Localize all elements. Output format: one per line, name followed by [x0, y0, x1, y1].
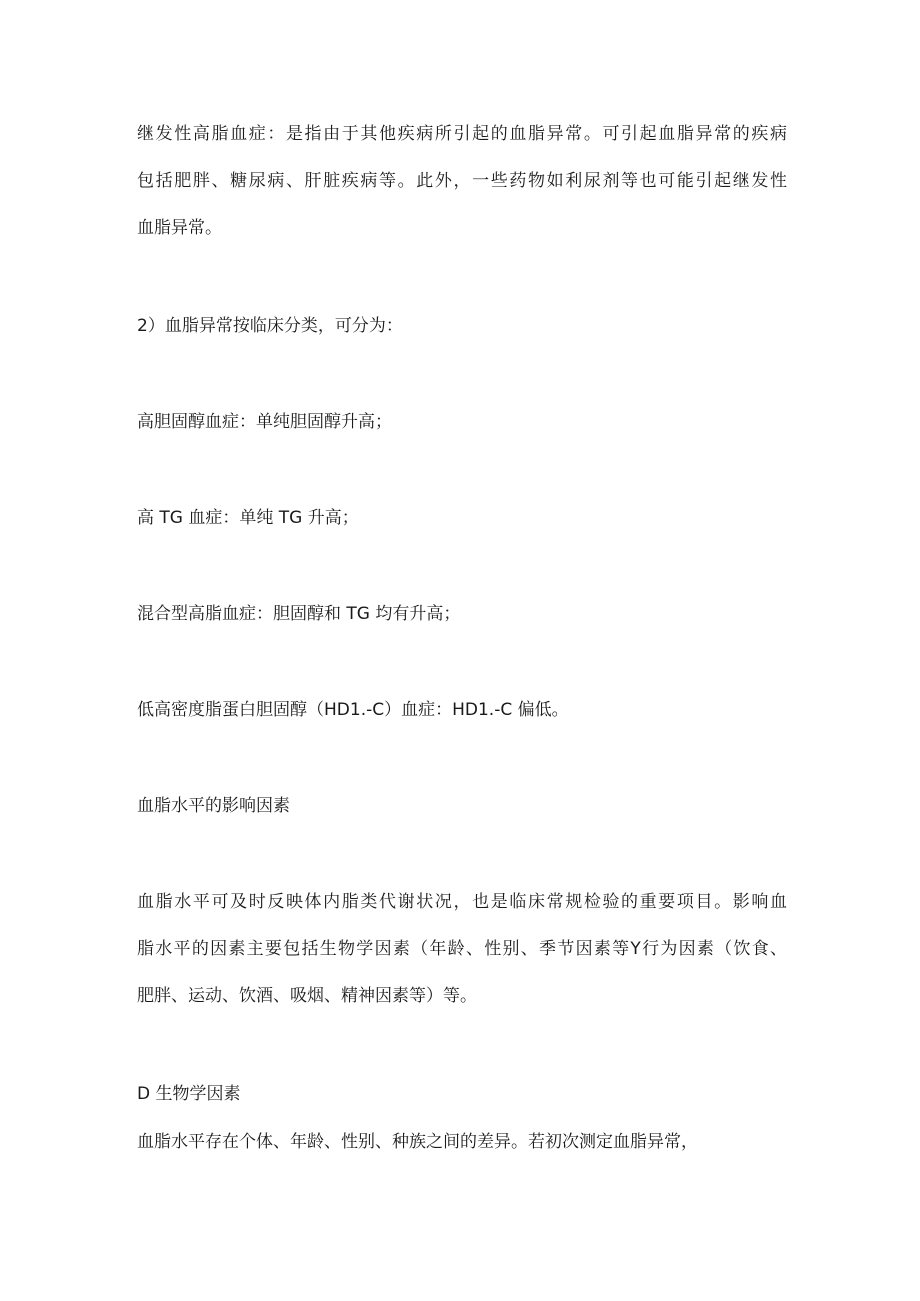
paragraph-line: 脂水平的因素主要包括生物学因素（年龄、性别、季节因素等Y行为因素（饮食、	[137, 939, 787, 959]
biological-factors-heading: D 生物学因素	[137, 1084, 241, 1104]
classification-item-hypertriglyceridemia: 高 TG 血症：单纯 TG 升高；	[137, 508, 359, 528]
clinical-classification-heading: 2）血脂异常按临床分类，可分为：	[137, 316, 403, 336]
paragraph-line: 包括肥胖、糖尿病、肝脏疾病等。此外，一些药物如利尿剂等也可能引起继发性	[137, 171, 787, 191]
secondary-hyperlipidemia-paragraph	[137, 122, 787, 240]
biological-factors-paragraph: 血脂水平存在个体、年龄、性别、种族之间的差异。若初次测定血脂异常，	[137, 1132, 698, 1152]
paragraph-line: 肥胖、运动、饮酒、吸烟、精神因素等）等。	[137, 986, 477, 1006]
paragraph-line: 血脂水平可及时反映体内脂类代谢状况，也是临床常规检验的重要项目。影响血	[137, 892, 787, 912]
classification-item-hypercholesterolemia: 高胆固醇血症：单纯胆固醇升高；	[137, 412, 392, 432]
influencing-factors-heading: 血脂水平的影响因素	[137, 796, 290, 816]
paragraph-line: 继发性高脂血症：是指由于其他疾病所引起的血脂异常。可引起血脂异常的疾病	[137, 124, 787, 144]
paragraph-line: 血脂异常。	[137, 218, 222, 238]
classification-item-low-hdl: 低高密度脂蛋白胆固醇（HD1.-C）血症：HD1.-C 偏低。	[137, 700, 569, 720]
classification-item-mixed-hyperlipidemia: 混合型高脂血症：胆固醇和 TG 均有升高；	[137, 604, 461, 624]
influencing-factors-paragraph	[137, 890, 787, 1008]
